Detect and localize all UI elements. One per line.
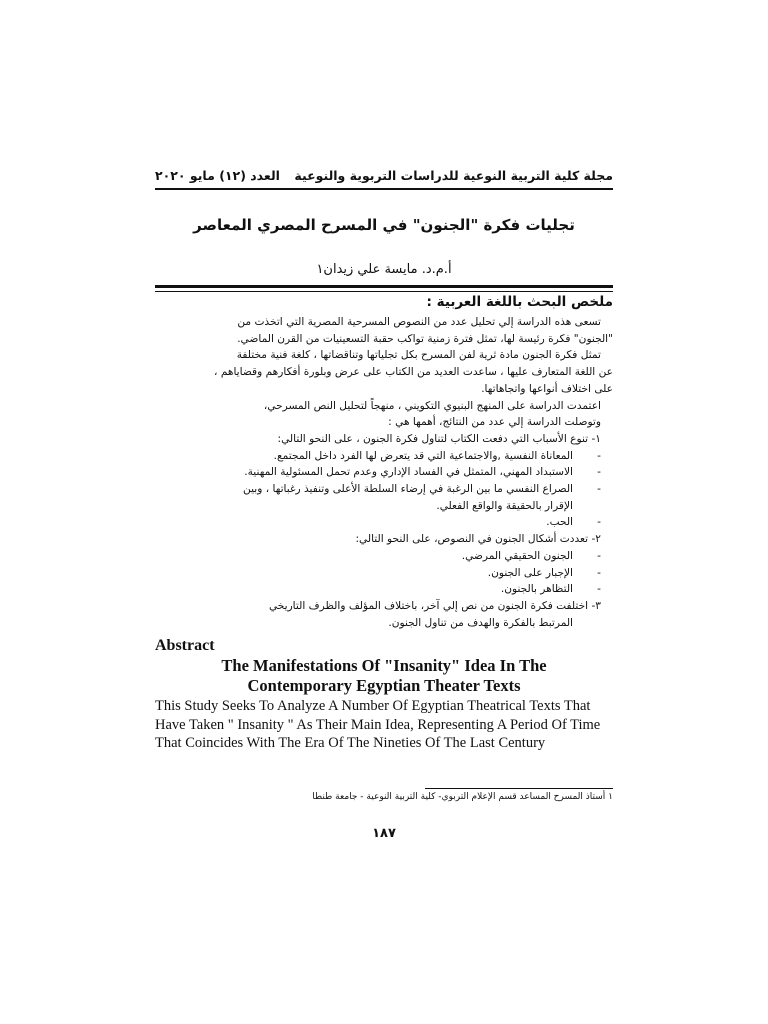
running-header	[155, 164, 613, 186]
ar-p1-line1: تسعى هذه الدراسة إلي تحليل عدد من النصوص المسرحية المصرية التي اتخذت من	[237, 316, 601, 328]
arabic-abstract-body	[155, 314, 613, 631]
ar-item3-line1: ٣- اختلفت فكرة الجنون من نص إلي آخر، باختلاف المؤلف والظرف التاريخي	[268, 599, 601, 612]
english-title-line2: Contemporary Egyptian Theater Texts	[247, 676, 521, 695]
section-rule-thick	[155, 285, 613, 288]
footnote-rule	[425, 788, 613, 789]
ar-item1: ١- تنوع الأسباب التي دفعت الكتاب لتناول فكرة الجنون ، على النحو التالي:	[277, 432, 601, 445]
author-name: أ.م.د. مايسة علي زيدان١	[316, 262, 452, 277]
issue-info: العدد (١٢) مايو ٢٠٢٠	[155, 167, 280, 183]
ar-p2-line1: تمثل فكرة الجنون مادة ثرية لفن المسرح بكل تجلياتها وتناقضاتها ، كلغة فنية مختلفة	[236, 349, 601, 362]
ar-item1-sub4: - الحب.	[155, 514, 613, 531]
arabic-abstract-heading: ملخص البحث باللغة العربية :	[426, 294, 613, 310]
ar-item3-line2: المرتبط بالفكرة والهدف من تناول الجنون.	[388, 616, 573, 629]
footnote: ١ أستاذ المسرح المساعد قسم الإعلام التربوي- كلية التربية النوعية - جامعة طنطا	[312, 792, 613, 802]
ar-p3: اعتمدت الدراسة على المنهج البنيوي التكويني ، منهجاً لتحليل النص المسرحي،	[263, 399, 601, 412]
ar-item1-sub3-cont: الإقرار بالحقيقة والواقع الفعلي.	[436, 499, 573, 512]
header-rule	[155, 188, 613, 190]
ar-item2: ٢- تعددت أشكال الجنون في النصوص، على النحو التالي:	[355, 533, 601, 546]
english-title	[155, 656, 613, 696]
ar-p1-line2: "الجنون" فكرة رئيسة لها، تمثل فترة زمنية تواكب حقبة التسعينيات من القرن الماضي.	[237, 332, 613, 345]
ar-item2-sub3: - التظاهر بالجنون.	[155, 581, 613, 598]
english-abstract-body: This Study Seeks To Analyze A Number Of Egyptian Theatrical Texts That Have Taken " Insanity " As Their Main Idea, Representing A Period Of Time That Coincides With The Era Of The Nineties Of The Last Century	[155, 698, 601, 751]
english-abstract-heading: Abstract	[155, 637, 215, 654]
ar-item1-sub3: - الصراع النفسي ما بين الرغبة في إرضاء السلطة الأعلى وتنفيذ رغباتها ، وبين	[155, 481, 613, 498]
english-title-line1: The Manifestations Of "Insanity" Idea In The	[221, 656, 547, 675]
paper-title: تجليات فكرة "الجنون" في المسرح المصري المعاصر	[193, 216, 575, 234]
ar-item1-sub2: - الاستبداد المهني، المتمثل في الفساد الإداري وعدم تحمل المسئولية المهنية.	[155, 464, 613, 481]
ar-item2-sub2: - الإجبار على الجنون.	[155, 565, 613, 582]
ar-p4: وتوصلت الدراسة إلي عدد من النتائج، أهمها هي :	[388, 416, 601, 429]
journal-name: مجلة كلية التربية النوعية للدراسات التربوية والنوعية	[294, 167, 613, 183]
ar-p2-line3: على اختلاف أنواعها واتجاهاتها.	[481, 382, 613, 395]
ar-item2-sub1: - الجنون الحقيقي المرضي.	[155, 548, 613, 565]
ar-p2-line2: عن اللغة المتعارف عليها ، ساعدت العديد من الكتاب على عرض وبلورة أفكارهم وقضاياهم ،	[214, 366, 613, 379]
page-number: ١٨٧	[372, 826, 396, 841]
section-rule-thin	[155, 291, 613, 292]
ar-item1-sub1: - المعاناة النفسية ,والاجتماعية التي قد يتعرض لها الفرد داخل المجتمع.	[155, 448, 613, 465]
